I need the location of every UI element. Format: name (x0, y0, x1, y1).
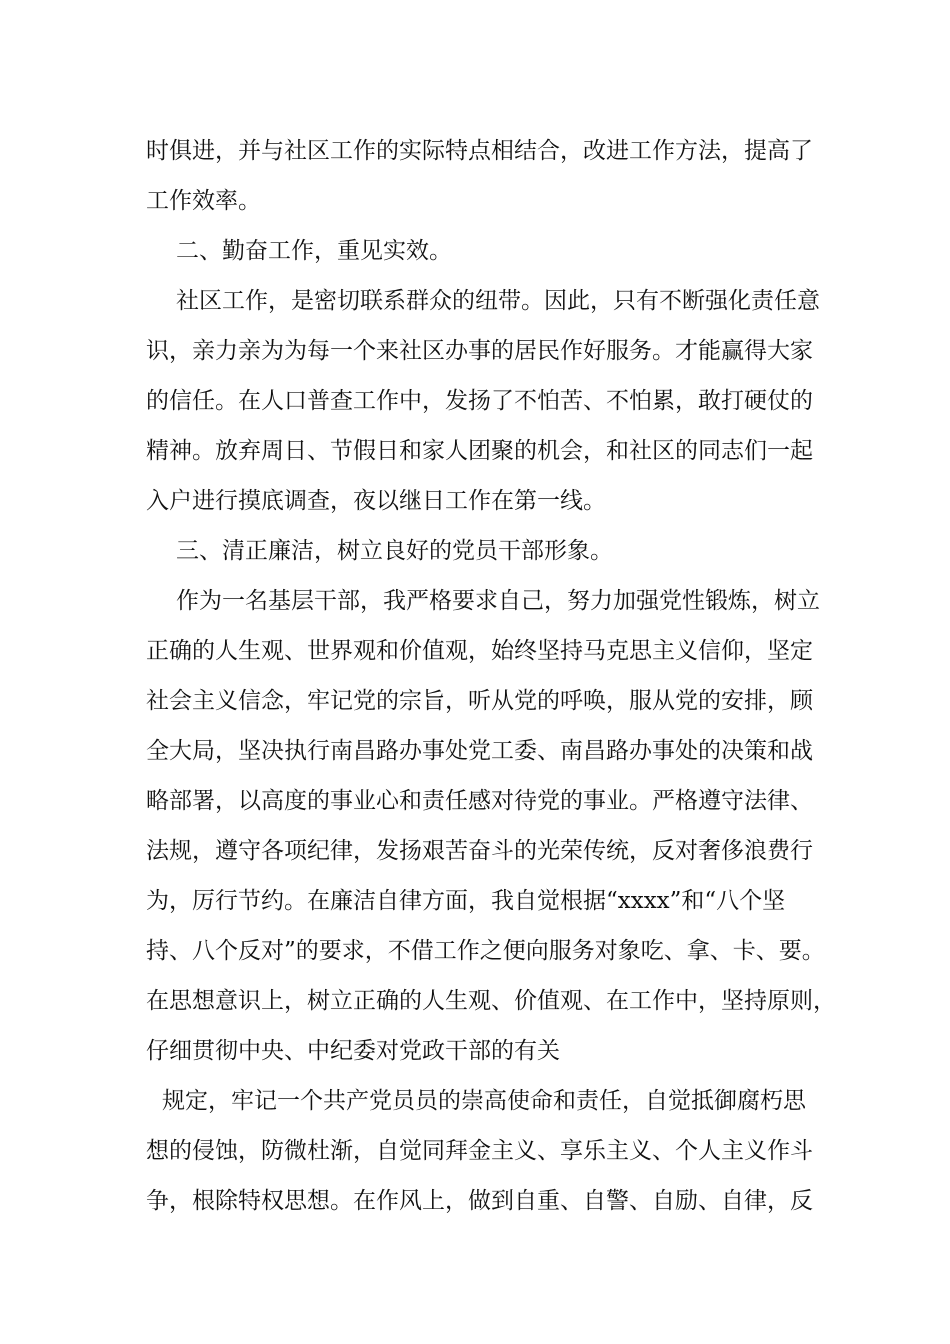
text-line: 的信任。在人口普查工作中，发扬了不怕苦、不怕累，敢打硬仗的 (146, 388, 813, 414)
paragraph-start: 社区工作，是密切联系群众的纽带。因此，只有不断强化责任意 (176, 288, 820, 314)
text-line: 仔细贯彻中央、中纪委对党政干部的有关 (146, 1038, 560, 1064)
text-line: 识，亲力亲为为每一个来社区办事的居民作好服务。才能赢得大家 (146, 338, 813, 364)
text-line: 争，根除特权思想。在作风上，做到自重、自警、自励、自律，反 (146, 1188, 813, 1214)
text-line: 略部署，以高度的事业心和责任感对待党的事业。严格遵守法律、 (146, 788, 813, 814)
text-line: 为，厉行节约。在廉洁自律方面，我自觉根据“xxxx”和“八个坚 (146, 888, 786, 914)
section-heading: 三、清正廉洁，树立良好的党员干部形象。 (176, 538, 613, 564)
text-line: 法规，遵守各项纪律，发扬艰苦奋斗的光荣传统，反对奢侈浪费行 (146, 838, 813, 864)
text-line: 持、八个反对”的要求，不借工作之便向服务对象吃、拿、卡、要。 (146, 938, 825, 964)
text-line: 正确的人生观、世界观和价值观，始终坚持马克思主义信仰，坚定 (146, 638, 813, 664)
text-line: 工作效率。 (146, 188, 261, 214)
section-heading: 二、勤奋工作，重见实效。 (176, 238, 452, 264)
text-line: 在思想意识上，树立正确的人生观、价值观、在工作中，坚持原则， (146, 988, 836, 1014)
text-line: 社会主义信念，牢记党的宗旨，听从党的呼唤，服从党的安排，顾 (146, 688, 813, 714)
text-line: 时俱进，并与社区工作的实际特点相结合，改进工作方法，提高了 (146, 138, 813, 164)
text-line: 入户进行摸底调查，夜以继日工作在第一线。 (146, 488, 606, 514)
text-line: 全大局，坚决执行南昌路办事处党工委、南昌路办事处的决策和战 (146, 738, 813, 764)
text-line: 规定，牢记一个共产党员员的崇高使命和责任，自觉抵御腐朽思 (162, 1088, 806, 1114)
paragraph-start: 作为一名基层干部，我严格要求自己，努力加强党性锻炼，树立 (176, 588, 820, 614)
text-line: 想的侵蚀，防微杜渐，自觉同拜金主义、享乐主义、个人主义作斗 (146, 1138, 813, 1164)
text-line: 精神。放弃周日、节假日和家人团聚的机会，和社区的同志们一起 (146, 438, 813, 464)
